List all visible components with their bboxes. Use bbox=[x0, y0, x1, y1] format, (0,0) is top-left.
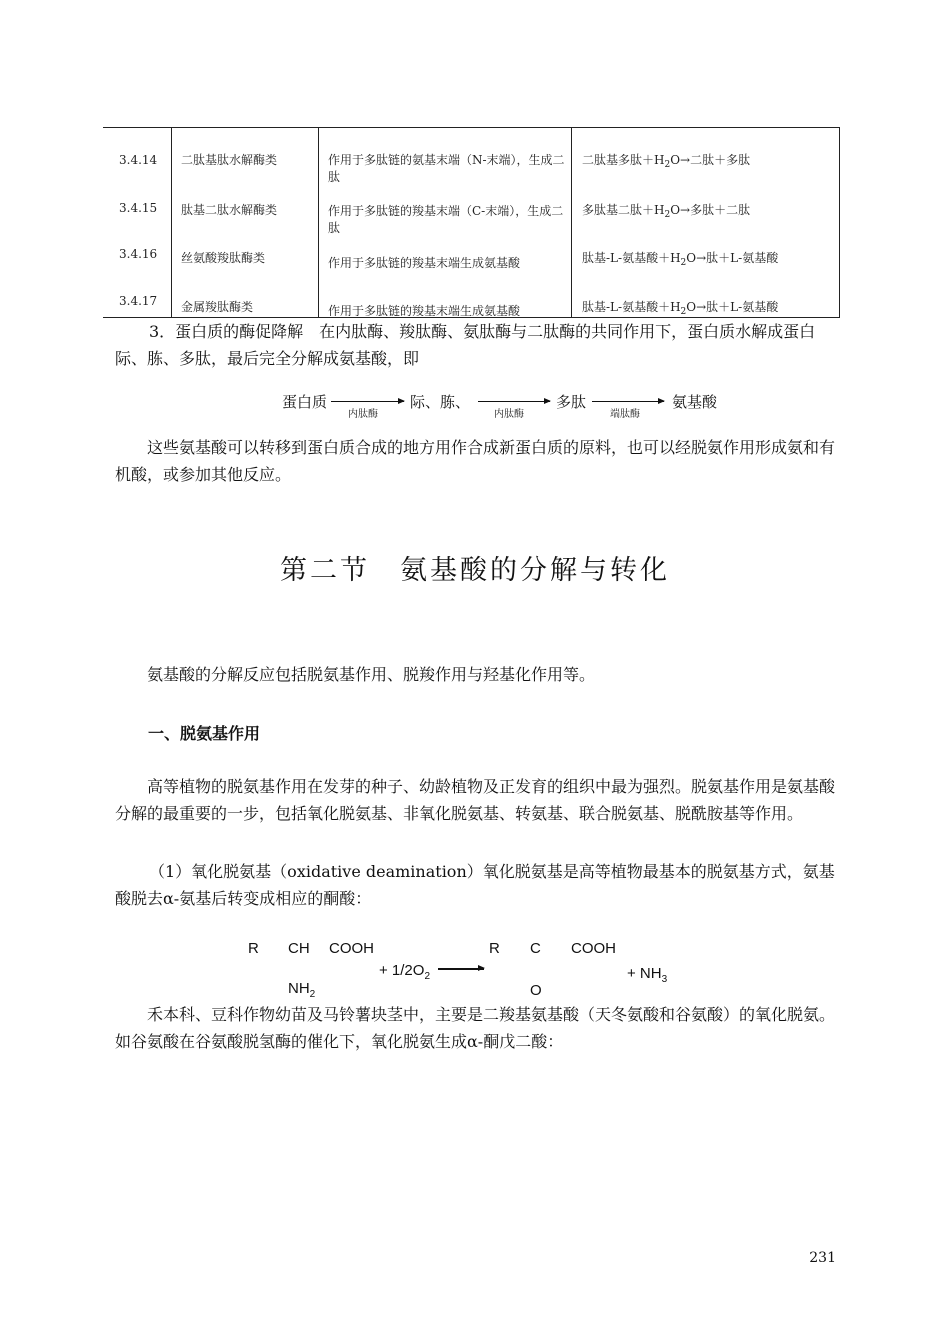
paragraph-oxidative-deamination: （1）氧化脱氨基（oxidative deamination）氧化脱氨基是高等植物最基本的脱氨基方式，氨基酸脱去α-氨基后转变成相应的酮酸： bbox=[115, 862, 835, 908]
table-cell-action: 作用于多肽链的羧基末端生成氨基酸 bbox=[328, 304, 521, 316]
chem-c: C bbox=[530, 940, 541, 957]
table-cell-reaction: 二肽基多肽$+H_2O\to$二肽＋多肽 bbox=[582, 153, 751, 170]
flow-step-amino-acid: 氨基酸 bbox=[672, 393, 718, 411]
table-cell-name: 肽基二肽水解酶类 bbox=[181, 203, 278, 217]
table-divider bbox=[839, 128, 840, 317]
table-cell-code: 3.4.17 bbox=[119, 294, 158, 308]
chem-nh2: $NH_2$ bbox=[288, 980, 316, 1000]
table-divider bbox=[571, 128, 572, 317]
table-cell-action: 作用于多肽链的羧基末端（C-末端），生成二肽 bbox=[328, 204, 564, 235]
chem-o: O bbox=[530, 982, 542, 999]
paragraph-decomposition-intro: 氨基酸的分解反应包括脱氨基作用、脱羧作用与羟基化作用等。 bbox=[147, 665, 596, 684]
chem-ch: CH bbox=[288, 940, 310, 957]
paragraph-protein-degradation: 3．蛋白质的酶促降解 在内肽酶、羧肽酶、氨肽酶与二肽酶的共同作用下，蛋白质水解成蛋白际、胨、多肽，最后完全分解成氨基酸，即 bbox=[115, 322, 816, 368]
table-row-clipped bbox=[103, 296, 840, 316]
arrow-icon bbox=[478, 401, 550, 402]
table-cell-reaction: 肽基-L-氨基酸$+H_2O\to$肽＋L-氨基酸 bbox=[582, 251, 779, 268]
chem-oxygen: + $1/2O_2$ bbox=[379, 962, 431, 982]
paragraph-amino-acid-use: 这些氨基酸可以转移到蛋白质合成的地方用作合成新蛋白质的原料，也可以经脱氨作用形成氨和有机酸，或参加其他反应。 bbox=[115, 438, 836, 484]
paragraph-glutamate: 禾本科、豆科作物幼苗及马铃薯块茎中，主要是二羧基氨基酸（天冬氨酸和谷氨酸）的氧化脱氨。如谷氨酸在谷氨酸脱氢酶的催化下，氧化脱氨生成α-酮戊二酸： bbox=[115, 1005, 836, 1051]
table-cell-code: 3.4.15 bbox=[119, 201, 158, 215]
flow-enzyme-label: 端肽酶 bbox=[610, 409, 640, 420]
page-number: 231 bbox=[809, 1250, 836, 1266]
arrow-icon bbox=[592, 401, 664, 402]
flow-step-proteose: 际、胨、 bbox=[410, 393, 471, 411]
table-cell-name: 金属羧肽酶类 bbox=[181, 300, 254, 314]
table-cell-reaction: 多肽基二肽$+H_2O\to$多肽＋二肽 bbox=[582, 203, 751, 220]
table-cell-action: 作用于多肽链的羧基末端生成氨基酸 bbox=[328, 256, 521, 270]
flow-step-polypeptide: 多肽 bbox=[556, 393, 587, 411]
table-divider bbox=[318, 128, 319, 317]
chem-cooh: COOH bbox=[329, 940, 374, 957]
flow-step-protein: 蛋白质 bbox=[282, 393, 328, 411]
chem-r: R bbox=[489, 940, 500, 957]
flow-enzyme-label: 内肽酶 bbox=[494, 409, 524, 420]
paragraph-deamination: 高等植物的脱氨基作用在发芽的种子、幼龄植物及正发育的组织中最为强烈。脱氨基作用是氨基酸分解的最重要的一步，包括氧化脱氨基、非氧化脱氨基、转氨基、联合脱氨基、脱酰胺基等作用。 bbox=[115, 777, 836, 823]
table-divider bbox=[171, 128, 172, 317]
chem-nh3: + $NH_3$ bbox=[627, 965, 668, 985]
reaction-arrow-icon bbox=[438, 968, 484, 970]
flow-enzyme-label: 内肽酶 bbox=[348, 409, 378, 420]
table-cell-name: 丝氨酸羧肽酶类 bbox=[181, 251, 266, 265]
table-cell-reaction: 肽基-L-氨基酸$+H_2O\to$肽＋L-氨基酸 bbox=[582, 300, 779, 316]
arrow-icon bbox=[331, 401, 404, 402]
section-title: 第二节 氨基酸的分解与转化 bbox=[280, 555, 670, 586]
table-cell-code: 3.4.14 bbox=[119, 153, 158, 167]
table-cell-name: 二肽基肽水解酶类 bbox=[181, 153, 278, 167]
chem-cooh: COOH bbox=[571, 940, 616, 957]
subsection-title: 一、脱氨基作用 bbox=[148, 724, 261, 743]
chem-r: R bbox=[248, 940, 259, 957]
table-cell-action: 作用于多肽链的氨基末端（N-末端），生成二肽 bbox=[328, 153, 565, 184]
enzyme-table bbox=[103, 127, 840, 318]
table-cell-code: 3.4.16 bbox=[119, 247, 158, 261]
